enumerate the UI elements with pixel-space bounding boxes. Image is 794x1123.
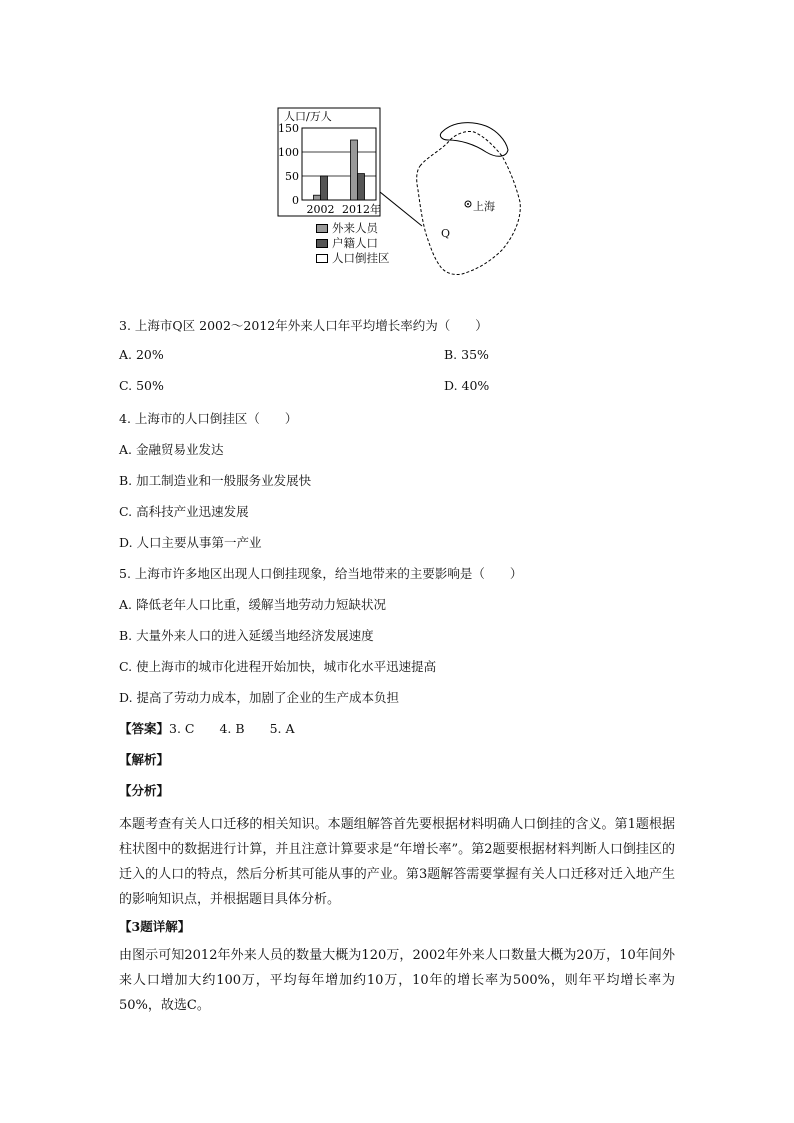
- answer-content: [119, 719, 295, 737]
- option-d: D. 40%: [444, 378, 490, 393]
- bar: [321, 176, 328, 200]
- question-stem: 3. 上海市Q区 2002～2012年外来人口年平均增长率约为（ ）: [119, 318, 488, 333]
- analysis-heading: 【解析】: [119, 752, 170, 767]
- option-b: B. 大量外来人口的进入延缓当地经济发展速度: [119, 628, 374, 643]
- option-a: A. 降低老年人口比重，缓解当地劳动力短缺状况: [119, 597, 386, 612]
- plot-area: [278, 122, 381, 216]
- chart-legend: [316, 221, 390, 266]
- bar: [351, 140, 358, 200]
- y-tick-label: 0: [292, 194, 299, 207]
- city-label: 上海: [473, 200, 495, 213]
- option-c: C. 50%: [119, 378, 164, 393]
- y-tick-label: 100: [278, 146, 299, 159]
- legend-label: 户籍人口: [332, 236, 378, 250]
- bar: [358, 174, 365, 200]
- chart-ylabel: 人口/万人: [284, 110, 332, 123]
- bar: [314, 195, 321, 200]
- legend-item-migrants: [316, 221, 390, 236]
- shanghai-map-outline: [417, 131, 521, 274]
- y-tick-label: 50: [285, 170, 299, 183]
- answer-label: 【答案】: [119, 721, 170, 736]
- chart-and-map: [270, 100, 530, 280]
- option-d: D. 人口主要从事第一产业: [119, 535, 262, 550]
- option-b: B. 35%: [444, 347, 489, 362]
- question-stem: 4. 上海市的人口倒挂区（ ）: [119, 411, 298, 426]
- option-a: A. 20%: [119, 347, 164, 362]
- legend-swatch: [316, 254, 328, 263]
- region-label: Q: [441, 227, 451, 240]
- detail-paragraph: 由图示可知2012年外来人员的数量大概为120万，2002年外来人口数量大概为20万，10年间外来人口增加大约100万，平均每年增加约10万，10年的增长率为500%，则年平均增长率为50%，故选C。: [119, 948, 675, 1013]
- legend-item-inverted: [316, 251, 390, 266]
- question-stem: 5. 上海市许多地区出现人口倒挂现象，给当地带来的主要影响是（ ）: [119, 566, 523, 581]
- fenxi-heading: 【分析】: [119, 783, 170, 798]
- x-tick-label: 2002: [306, 203, 335, 216]
- city-marker-dot: [467, 203, 469, 205]
- y-tick-label: 150: [278, 122, 299, 135]
- detail-heading: 【3题详解】: [119, 919, 191, 934]
- legend-swatch: [316, 239, 328, 248]
- option-d: D. 提高了劳动力成本，加剧了企业的生产成本负担: [119, 690, 400, 705]
- figure: [270, 100, 530, 280]
- option-c: C. 使上海市的城市化进程开始加快，城市化水平迅速提高: [119, 659, 437, 674]
- legend-item-registered: [316, 236, 390, 251]
- legend-swatch: [316, 224, 328, 233]
- option-b: B. 加工制造业和一般服务业发展快: [119, 473, 312, 488]
- option-a: A. 金融贸易业发达: [119, 442, 224, 457]
- answer-text: 3. C 4. B 5. A: [169, 721, 295, 736]
- x-tick-label: 2012年: [342, 203, 381, 216]
- option-c: C. 高科技产业迅速发展: [119, 504, 249, 519]
- fenxi-paragraph: 本题考查有关人口迁移的相关知识。本题组解答首先要根据材料明确人口倒挂的含义。第1题根据柱状图中的数据进行计算，并且注意计算要求是“年增长率”。第2题要根据材料判断人口倒挂区的迁入的人口的特点，然后分析其可能从事的产业。第3题解答需要掌握有关人口迁移对迁入地产生的影响知识点，并根据题目具体分析。: [119, 817, 675, 907]
- legend-label: 人口倒挂区: [332, 251, 390, 265]
- legend-label: 外来人员: [332, 221, 378, 235]
